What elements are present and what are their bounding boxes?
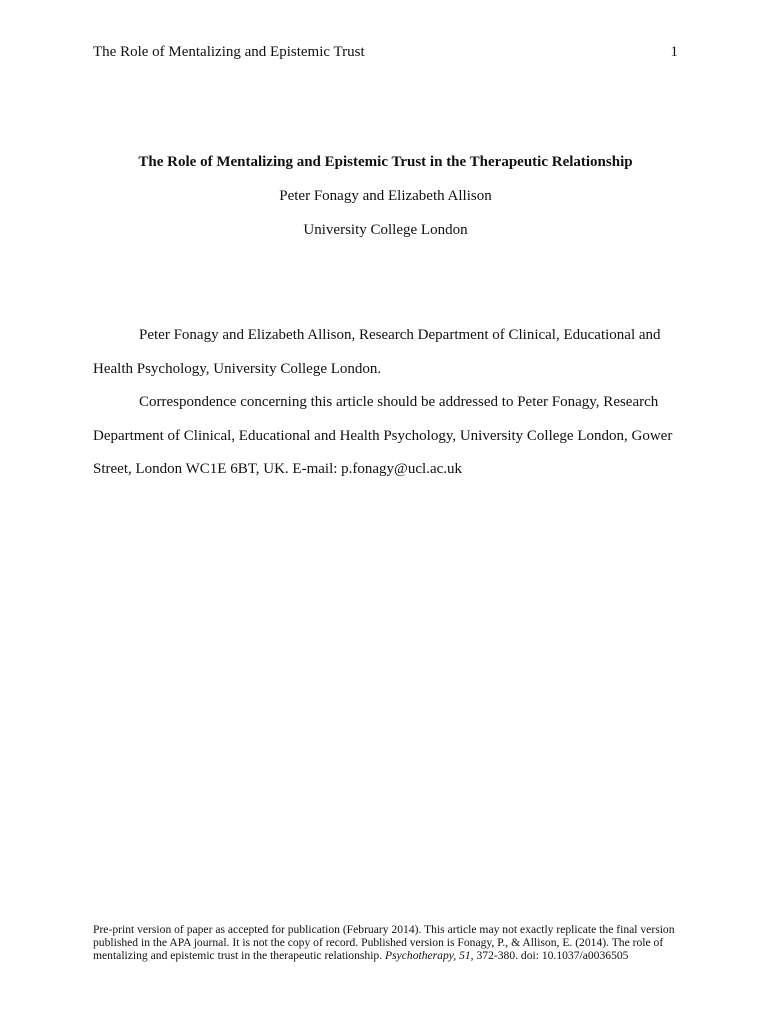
- preprint-footnote: [93, 923, 678, 962]
- page-number: 1: [670, 44, 678, 60]
- title-block: [93, 152, 678, 240]
- running-head: [93, 42, 678, 62]
- footnote-pages-doi: , 372-380. doi: 10.1037/a0036505: [470, 949, 629, 962]
- author-note-correspondence: Correspondence concerning this article should be addressed to Peter Fonagy, Research Department of Clinical, Educational and Health Psychology, University College London, Gower Street, London WC1E 6BT, UK. E-mail: p.fonagy@ucl.ac.uk: [93, 394, 673, 477]
- author-note-affiliation: Peter Fonagy and Elizabeth Allison, Research Department of Clinical, Educational and Health Psychology, University College London.: [93, 327, 661, 377]
- institutional-affiliation: University College London: [303, 222, 468, 238]
- author-note: [93, 319, 678, 487]
- footnote-text: Pre-print version of paper as accepted for publication (February 2014). This article may not exactly replicate the final version published in the APA journal. It is not the copy of record. Published version is Fonagy, P., & Allison, E. (2014). The role of mentalizing and epistemic trust in the therapeutic relationship.: [93, 923, 675, 962]
- footnote-journal-volume: Psychotherapy, 51: [385, 949, 471, 962]
- author-byline: Peter Fonagy and Elizabeth Allison: [279, 188, 492, 204]
- running-head-title: The Role of Mentalizing and Epistemic Trust: [93, 44, 365, 60]
- paper-title: The Role of Mentalizing and Epistemic Trust in the Therapeutic Relationship: [138, 154, 633, 170]
